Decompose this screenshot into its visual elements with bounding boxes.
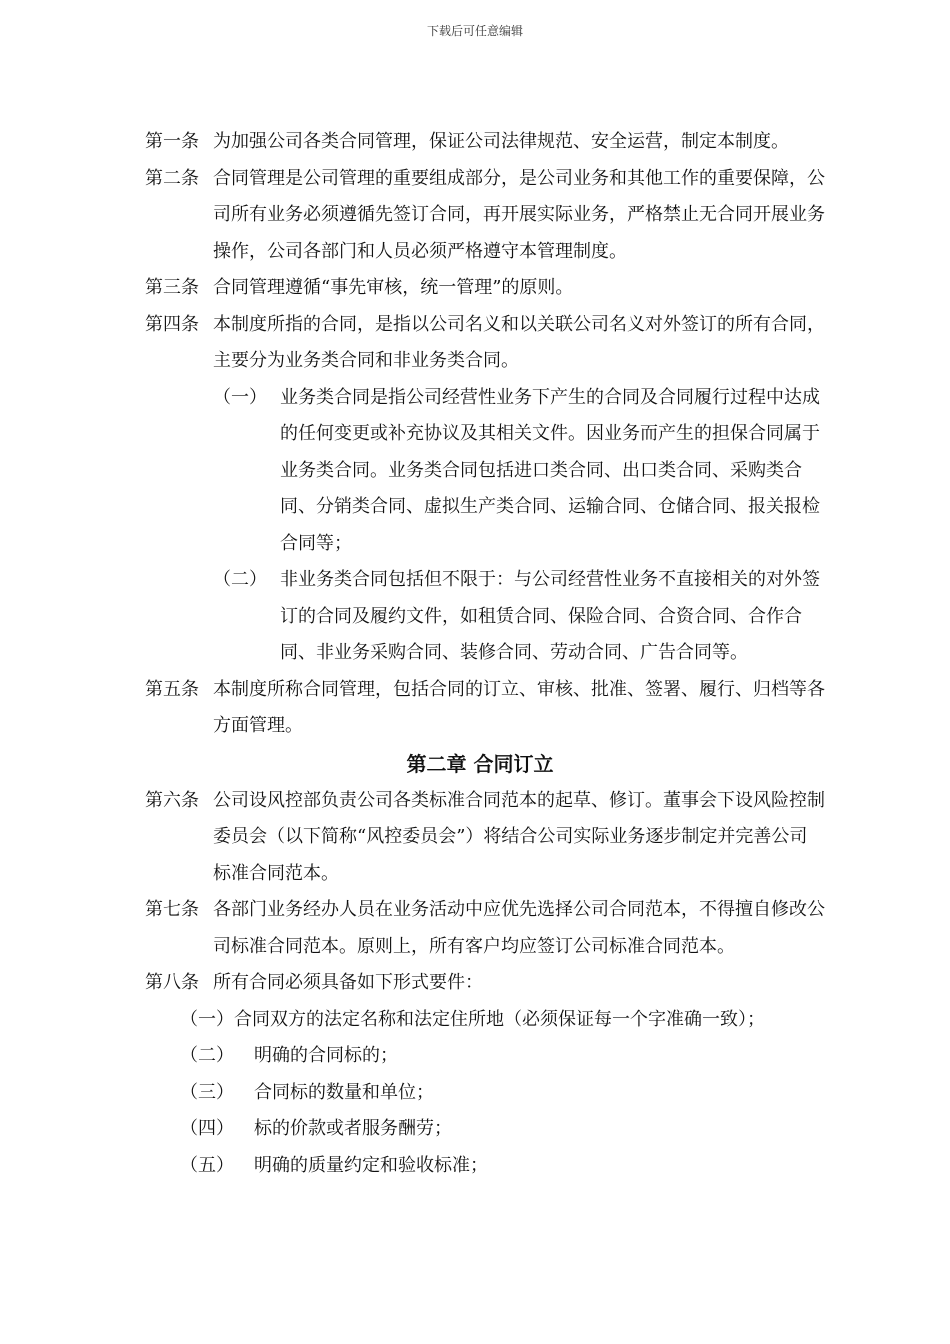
requirement-item-2	[180, 1038, 825, 1075]
subitem-number: （二）	[213, 569, 267, 590]
article-number: 第六条	[145, 789, 199, 811]
item-text: 明确的合同标的；	[254, 1045, 398, 1066]
article-6	[145, 783, 825, 893]
subitem-2	[213, 562, 825, 672]
article-2	[145, 161, 825, 271]
article-number: 第三条	[145, 277, 199, 298]
requirement-item-4	[180, 1111, 825, 1148]
article-8	[145, 965, 825, 1002]
requirement-item-5	[180, 1148, 825, 1185]
document-body	[145, 124, 825, 1184]
item-number: （二）	[180, 1045, 234, 1066]
article-text: 为加强公司各类合同管理，保证公司法律规范、安全运营，制定本制度。	[213, 131, 789, 152]
page-header: 下载后可任意编辑	[426, 24, 523, 38]
subitem-text: 非业务类合同包括但不限于：与公司经营性业务不直接相关的对外签订的合同及履约文件，如租赁合同、保险合同、合资合同、合作合同、非业务采购合同、装修合同、劳动合同、广告合同等。	[280, 569, 820, 663]
item-text: 合同双方的法定名称和法定住所地（必须保证每一个字准确一致）；	[234, 1008, 765, 1030]
article-text: 本制度所称合同管理，包括合同的订立、审核、批准、签署、履行、归档等各方面管理。	[213, 678, 825, 736]
article-text: 所有合同必须具备如下形式要件：	[213, 972, 483, 993]
article-number: 第一条	[145, 131, 199, 152]
article-3	[145, 270, 825, 307]
article-text: 本制度所指的合同，是指以公司名义和以关联公司名义对外签订的所有合同，主要分为业务类合同和非业务类合同。	[213, 313, 825, 371]
article-number: 第四条	[145, 313, 199, 335]
requirement-item-1	[180, 1002, 825, 1039]
article-number: 第二条	[145, 167, 199, 189]
article-4	[145, 307, 825, 380]
subitem-number: （一）	[213, 386, 267, 408]
article-text: 合同管理是公司管理的重要组成部分，是公司业务和其他工作的重要保障，公司所有业务必须遵循先签订合同，再开展实际业务，严格禁止无合同开展业务操作，公司各部门和人员必须严格遵守本管理制度。	[213, 167, 825, 262]
article-text: 合同管理遵循“事先审核，统一管理”的原则。	[213, 277, 574, 298]
article-number: 第八条	[145, 972, 199, 993]
article-5	[145, 672, 825, 745]
item-text: 明确的质量约定和验收标准；	[254, 1154, 488, 1176]
subitem-1	[213, 380, 825, 563]
article-text: 公司设风控部负责公司各类标准合同范本的起草、修订。董事会下设风险控制委员会（以下简称“风控委员会”）将结合公司实际业务逐步制定并完善公司标准合同范本。	[213, 789, 825, 884]
article-number: 第七条	[145, 899, 199, 920]
item-text: 标的价款或者服务酬劳；	[254, 1118, 452, 1139]
item-number: （三）	[180, 1081, 234, 1103]
item-number: （一）	[180, 1008, 234, 1030]
item-text: 合同标的数量和单位；	[254, 1081, 434, 1103]
subitem-text: 业务类合同是指公司经营性业务下产生的合同及合同履行过程中达成的任何变更或补充协议及其相关文件。因业务而产生的担保合同属于业务类合同。业务类合同包括进口类合同、出口类合同、采购类合同、分销类合同、虚拟生产类合同、运输合同、仓储合同、报关报检合同等；	[280, 386, 820, 554]
article-text: 各部门业务经办人员在业务活动中应优先选择公司合同范本，不得擅自修改公司标准合同范本。原则上，所有客户均应签订公司标准合同范本。	[213, 899, 825, 957]
requirement-item-3	[180, 1075, 825, 1112]
chapter-title: 第二章 合同订立	[406, 751, 554, 776]
article-1	[145, 124, 825, 161]
article-number: 第五条	[145, 678, 199, 700]
item-number: （五）	[180, 1154, 234, 1176]
article-7	[145, 892, 825, 965]
item-number: （四）	[180, 1118, 234, 1139]
